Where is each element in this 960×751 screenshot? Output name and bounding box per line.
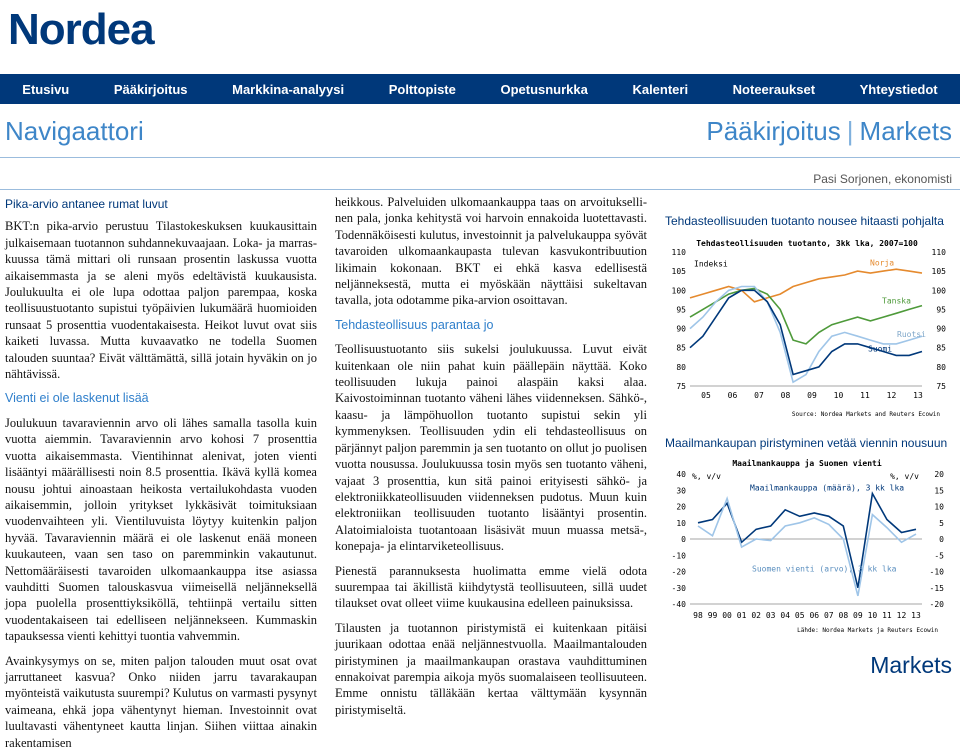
nordea-logo[interactable] [8,5,188,54]
section-main: Pääkirjoitus [706,116,841,146]
chart1-ytick-right: 85 [936,343,946,353]
article-heading: Pika-arvio antanee rumat luvut [5,197,168,211]
chart1-ytick-left: 90 [676,324,686,334]
chart1-ytick-right: 110 [931,248,946,257]
middle-column [335,194,647,718]
chart2-right-unit: %, v/v [890,471,919,481]
paragraph-4: heikkous. Palveluiden ulkomaankauppa taas on arvoitukselli-nen pala, jonka kehitystä voi harvoin ennakoida luotettavasti. Todennäköisesti kulutus, investoinnit ja palvelukauppa syövät tavaroiden ulkomaankaupasta tulevan kasvukontribuution likimain kokonaan. BKT ei ehkä kasva edellisestä neljänneksestä, mutta ei myöskään näyttäisi sukeltavan tavalla, jota odotamme pika-arvion osoittavan. [335,195,647,308]
paragraph-3: Avainkysymys on se, miten paljon talouden muut osat ovat jarruttaneet kasvua? Onko niiden jarru tavarakaupan myönteistä vaikutusta suurempi? Kulutus on varmasti pysynyt vaimeana, ehkä jopa vähentynyt hieman. Investoinnit ovat luultavasti vähentyneet kautta linjan. Siihen viittaa ainakin rakentamisen [5,653,317,750]
nav-item-etusivu[interactable]: Etusivu [22,81,70,97]
chart1-ylabel: Indeksi [694,259,728,269]
chart2-ytick-right: 10 [934,502,944,512]
paragraph-5: Teollisuustuotanto siis sukelsi joulukuussa. Luvut eivät kuitenkaan ole niin pahat kuin päällepäin näyttää. Koko teollisuuden lukuja painoi alaspäin kaksi alaa. Kaivostoiminnan tuotanto väheni lähes viidenneksen. Sähkö-, kaasu- ja lämpöhuollon tuotanto supistui sekin yli kymmenyksen. Teollisuuden ydin eli tehdasteollisuus on pärjännyt paljon paremmin ja sen tuotanto on ollut jo puolisen vuotta nousussa. Joulukuussa tosin myös sen tuotanto väheni, vajaat 3 prosenttia, kun sitä painoi erityisesti sähkö- ja elektroniikkateollisuuden viidenneksen pudotus. Muun kuin elektroniikan teollisuuden tuotanto lisääntyi prosentin. Alatoimialoista tuotantoaan lisäsivät muun muassa metsä-, konepaja- ja elintarviketeollisuus. [335,342,647,554]
chart2-xtick: 09 [853,611,863,620]
chart2-ytick-left: 40 [676,470,686,479]
chart2-series-line [698,494,916,588]
chart2-series-label: Maailmankauppa (määrä), 3 kk lka [750,483,905,493]
nav-item-paakirjoitus[interactable]: Pääkirjoitus [113,81,188,97]
chart1-ytick-left: 85 [676,343,686,353]
chart2-series-label: Suomen vienti (arvo), 3 kk lka [752,564,897,574]
chart2-ytick-left: -30 [671,583,686,593]
chart2-ytick-right: -20 [929,600,944,609]
chart2-ytick-right: 0 [939,535,944,544]
chart2-heading: Maailmankaupan piristyminen vetää viennin nousuun [665,436,948,450]
chart2-ytick-right: -5 [934,551,944,561]
chart1-ytick-left: 75 [676,382,686,391]
nav-item-yhteystiedot[interactable]: Yhteystiedot [859,81,938,97]
chart1-ytick-right: 90 [936,324,946,334]
chart-industrial-production [660,234,955,420]
chart2-xtick: 03 [765,611,776,620]
chart2-title: Maailmankauppa ja Suomen vienti [732,459,882,468]
chart2-ytick-left: -40 [671,600,686,609]
chart1-xtick: 10 [833,391,844,400]
subheading-vienti: Vienti ei ole laskenut lisää [5,391,149,406]
nav-item-noteeraukset[interactable]: Noteeraukset [732,81,816,97]
chart1-xtick: 09 [807,391,817,400]
chart2-xtick: 07 [823,611,834,620]
chart2-ytick-left: 20 [676,502,686,512]
chart1-ytick-right: 80 [936,362,946,372]
author-divider [0,189,960,190]
section-separator: | [846,116,854,146]
chart2-xtick: 99 [707,611,718,620]
paragraph-7: Tilausten ja tuotannon piristymistä ei kuitenkaan pitäisi juurikaan odottaa enää neljännestvuolla. Maailmantalouden piristyminen ja maailmankaupan orastava vauhdittuminen ennakoivat parempia aikoja myös suomalaiseen teollisuuteen. Emme onnistu tälläkään kertaa välttymään kysynnän piristymiseltä. [335,620,647,717]
chart2-xtick: 98 [693,611,703,620]
chart2-xtick: 08 [838,611,849,620]
chart1-series-label: Ruotsi [897,329,926,339]
chart2-ytick-left: -10 [671,551,686,561]
nav-item-opetusnurkka[interactable]: Opetusnurkka [500,81,588,97]
chart2-ytick-right: -15 [929,583,944,593]
chart2-ytick-left: -20 [671,567,686,577]
chart2-ytick-left: 10 [676,518,686,528]
chart2-xtick: 04 [780,611,791,620]
chart2-xtick: 01 [736,611,747,620]
paragraph-1: BKT:n pika-arvio perustuu Tilastokeskuksen kuukausittain julkaisemaan tuotannon suhdannekuvaajaan. Loka- ja marras-kuussa tämä mittari oli runsaan prosentin laskussa vuotta aikaisemmasta ja se aleni myös edeltävistä kuukausista. Joulukuulta ei ole lupa odottaa paljon parempaa, koska teollisuustuotanto supistui työpäivien lukumäärä huomioiden runsaat 5 prosenttia vuodentakaisesta. Heikot luvut ovat siis kaiketi luvassa. Mutta kuvaavatko ne todella Suomen talouden suuntaa? Eivät välttämättä, sillä jotain hyväkin on jo nähtävissä. [5,219,317,382]
chart2-ytick-left: 30 [676,486,686,496]
chart1-series-label: Tanska [882,296,911,306]
publication-title: Navigaattori [5,116,144,146]
chart2-ytick-right: -10 [929,567,944,577]
chart1-ytick-left: 95 [676,305,686,315]
chart1-xtick: 06 [727,391,738,400]
chart1-series-label: Norja [870,258,895,268]
chart2-xtick: 02 [751,611,761,620]
chart1-ytick-left: 100 [671,286,686,296]
chart2-xtick: 00 [722,611,732,620]
chart1-xtick: 07 [754,391,764,400]
paragraph-6: Pienestä parannuksesta huolimatta emme vielä odota suurempaa tai äkillistä kiihdytystä teollisuuteen, sillä uudet tilaukset ovat olleet viime kuukausina edelleen painuksissa. [335,563,647,611]
chart1-title: Tehdasteollisuuden tuotanto, 3kk lka, 2007=100 [696,239,918,248]
header-divider [0,157,960,158]
chart-world-trade [660,454,955,640]
chart1-ytick-right: 75 [936,382,946,391]
chart1-ytick-right: 100 [931,286,946,296]
section-title [706,116,952,147]
chart1-ytick-right: 105 [931,267,946,277]
subheading-tehdasteollisuus: Tehdasteollisuus parantaa jo [335,317,494,332]
chart1-xtick: 13 [913,391,923,400]
chart2-xtick: 10 [867,611,878,620]
chart1-ytick-left: 105 [671,267,686,277]
chart2-xtick: 06 [809,611,820,620]
chart1-xtick: 11 [860,391,870,400]
nav-item-markkina-analyysi[interactable]: Markkina-analyysi [232,81,345,97]
section-sub: Markets [859,116,952,146]
chart2-ytick-right: 15 [934,486,944,496]
nav-item-polttopiste[interactable]: Polttopiste [388,81,456,97]
chart2-ytick-right: 5 [939,518,944,528]
chart1-source: Source: Nordea Markets and Reuters Ecowin [791,411,940,418]
paragraph-2: Joulukuun tavaraviennin arvo oli lähes samalla tasolla kuin vuotta aiemmin. Tavaraviennin arvo kohosi 7 prosenttia vuotta aikaisemmasta. Vientihinnat alenivat, joten vienti lisääntyi määrällisesti noin 8.5 prosenttia. Ikävä kyllä komea nousu johtui ainoastaan heikosta vertailukohdasta vuoden aikaisemmin, jolloin yritykset lykkäsivät toimituksiaan vuodenvaihteen yli. Vientiluvuista löytyy kuitenkin paljon hyvää. Tavaraviennin määrä ei ole laskenut enää moneen kuukauteen, vaan sen taso on paremminkin vakautunut. Nettomääräisesti tavaroiden ulkomaankauppa itse asiassa vauhditti Suomen talouskasvua viimeisellä neljänneksellä jopa puolella prosenttiyksiköllä, tehtiinpä vertailu sitten vuodentakaiseen tai edelliseen neljännekseen. Kummaskin tapauksessa vienti kehittyi tuontia vahvemmin. [5,415,317,644]
chart2-ytick-right: 20 [934,470,944,479]
main-nav [0,74,960,104]
chart1-ytick-left: 110 [671,248,686,257]
chart1-ytick-left: 80 [676,362,686,372]
chart1-xtick: 12 [886,391,897,400]
chart2-xtick: 11 [882,611,892,620]
chart1-xtick: 08 [780,391,791,400]
chart2-ytick-left: 0 [681,535,686,544]
chart2-xtick: 13 [911,611,921,620]
chart2-source: Lähde: Nordea Markets ja Reuters Ecowin [797,627,938,634]
chart1-series-label: Suomi [868,344,893,354]
nav-item-kalenteri[interactable]: Kalenteri [632,81,689,97]
chart2-left-unit: %, v/v [692,471,721,481]
footer-markets-brand: Markets [870,652,952,678]
left-column [5,196,317,751]
author: Pasi Sorjonen, ekonomisti [813,172,952,186]
chart1-xtick: 05 [701,391,711,400]
chart2-xtick: 12 [896,611,907,620]
chart2-xtick: 05 [794,611,805,620]
logo-text: Nordea [8,5,154,54]
chart1-heading: Tehdasteollisuuden tuotanto nousee hitaasti pohjalta [665,214,944,228]
chart1-ytick-right: 95 [936,305,946,315]
